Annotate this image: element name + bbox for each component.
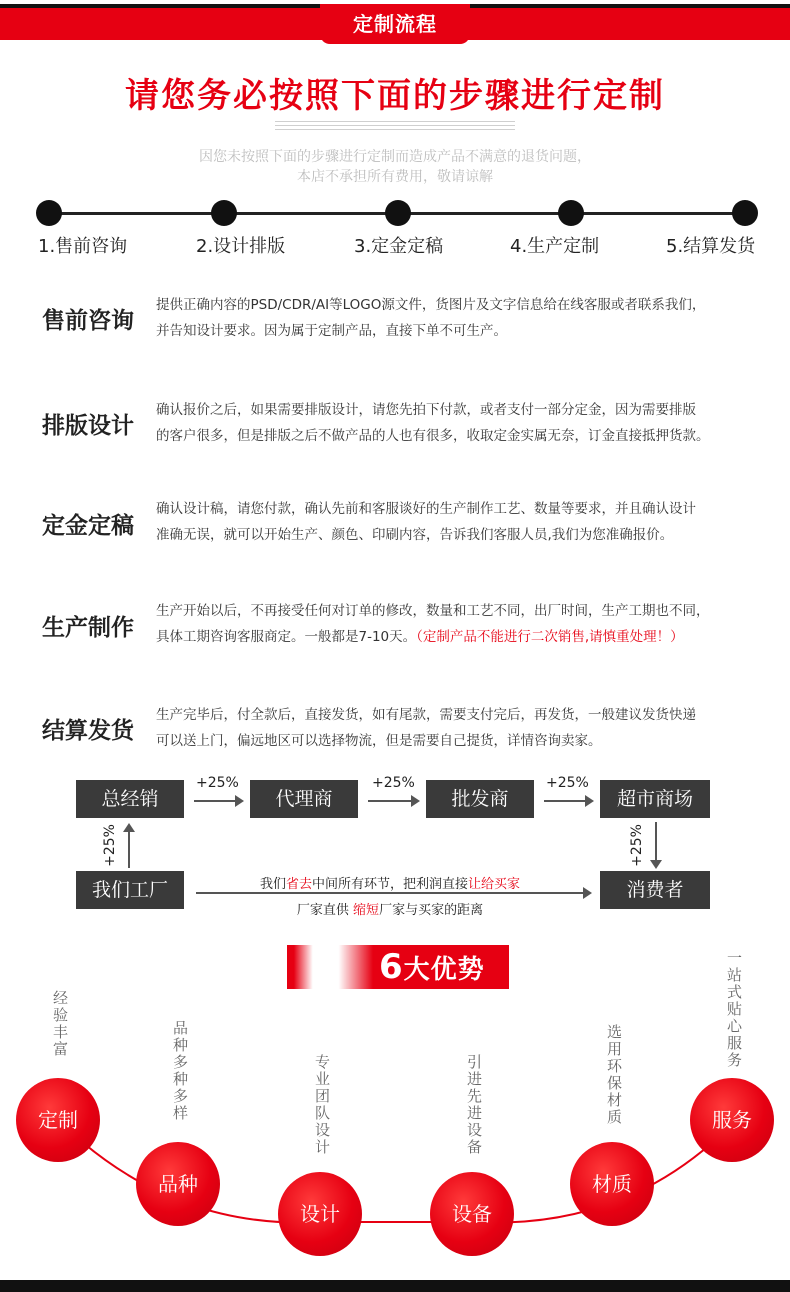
detail-line: 生产完毕后，付全款后，直接发货，如有尾款，需要支付完后，再发货，一般建议发货快递 xyxy=(156,707,696,723)
detail-title: 排版设计 xyxy=(42,413,134,439)
step-label: 1.售前咨询 xyxy=(38,236,128,257)
advantage-circle: 设计 xyxy=(278,1172,362,1256)
text-part-highlight: 让给买家 xyxy=(468,877,521,892)
warning-text: （定制产品不能进行二次销售,请慎重处理！） xyxy=(416,629,684,645)
markup-label: +25% xyxy=(629,824,645,867)
detail-line: 提供正确内容的PSD/CDR/AI等LOGO源文件，货图片及文字信息给在线客服或者联系我们， xyxy=(156,297,706,313)
header-tab-title: 定制流程 xyxy=(320,4,470,44)
text-part: 厂家直供 xyxy=(296,903,354,918)
advantage-caption: 选用环保材质 xyxy=(605,1024,623,1126)
detail-line-text: 具体工期咨询客服商定。一般都是7-10天。 xyxy=(156,629,417,645)
advantage-circle: 定制 xyxy=(16,1078,100,1162)
flow-box-general-distributor: 总经销 xyxy=(76,780,184,818)
advantage-caption: 一站式贴心服务 xyxy=(725,950,743,1069)
flow-box-consumer: 消费者 xyxy=(600,871,710,909)
flow-box-wholesaler: 批发商 xyxy=(426,780,534,818)
detail-line: 准确无误，就可以开始生产、颜色、印刷内容，告诉我们客服人员,我们为您准确报价。 xyxy=(156,527,674,543)
step-label: 4.生产定制 xyxy=(510,236,600,257)
advantage-circle: 品种 xyxy=(136,1142,220,1226)
detail-title: 售前咨询 xyxy=(42,308,134,334)
detail-title: 结算发货 xyxy=(42,718,134,744)
advantages-text: 大优势 xyxy=(403,955,485,985)
bottom-bar xyxy=(0,1280,790,1292)
detail-line: 确认设计稿，请您付款，确认先前和客服谈好的生产制作工艺、数量等要求，并且确认设计 xyxy=(156,501,696,517)
advantage-caption: 专业团队设计 xyxy=(313,1054,331,1156)
advantage-caption: 经验丰富 xyxy=(51,990,69,1058)
advantage-circle: 服务 xyxy=(690,1078,774,1162)
detail-line: 并告知设计要求。因为属于定制产品，直接下单不可生产。 xyxy=(156,323,507,339)
text-part: 厂家与买家的距离 xyxy=(379,903,484,918)
advantage-caption: 品种多种多样 xyxy=(171,1020,189,1122)
notice-line-1: 因您未按照下面的步骤进行定制而造成产品不满意的退货问题， xyxy=(199,149,591,165)
detail-line: 确认报价之后，如果需要排版设计，请您先拍下付款，或者支付一部分定金，因为需要排版 xyxy=(156,402,696,418)
advantage-caption: 引进先进设备 xyxy=(465,1054,483,1156)
text-part: 中间所有环节，把利润直接 xyxy=(312,877,469,892)
text-part: 我们 xyxy=(259,877,286,892)
detail-title: 生产制作 xyxy=(42,615,134,641)
flow-box-agent: 代理商 xyxy=(250,780,358,818)
advantage-circle: 材质 xyxy=(570,1142,654,1226)
step-label: 3.定金定稿 xyxy=(354,236,444,257)
markup-label: +25% xyxy=(372,775,415,791)
notice-line-2: 本店不承担所有费用，敬请谅解 xyxy=(297,169,493,185)
text-part-highlight: 缩短 xyxy=(353,903,380,918)
step-label: 2.设计排版 xyxy=(196,236,286,257)
detail-line: 生产开始以后，不再接受任何对订单的修改，数量和工艺不同，出厂时间，生产工期也不同， xyxy=(156,603,710,619)
page-headline: 请您务必按照下面的步骤进行定制 xyxy=(125,76,665,116)
detail-line: 的客户很多，但是排版之后不做产品的人也有很多，收取定金实属无奈，订金直接抵押货款。 xyxy=(156,428,710,444)
advantages-number: 6 xyxy=(379,947,404,987)
text-part-highlight: 省去 xyxy=(285,877,312,892)
markup-label: +25% xyxy=(546,775,589,791)
advantage-circle: 设备 xyxy=(430,1172,514,1256)
flow-box-our-factory: 我们工厂 xyxy=(76,871,184,909)
flow-box-supermarket: 超市商场 xyxy=(600,780,710,818)
markup-label: +25% xyxy=(196,775,239,791)
detail-line: 可以送上门，偏远地区可以选择物流，但是需要自己提货，详情咨询卖家。 xyxy=(156,733,602,749)
step-label: 5.结算发货 xyxy=(666,236,756,257)
markup-label: +25% xyxy=(102,824,118,867)
detail-title: 定金定稿 xyxy=(42,513,134,539)
